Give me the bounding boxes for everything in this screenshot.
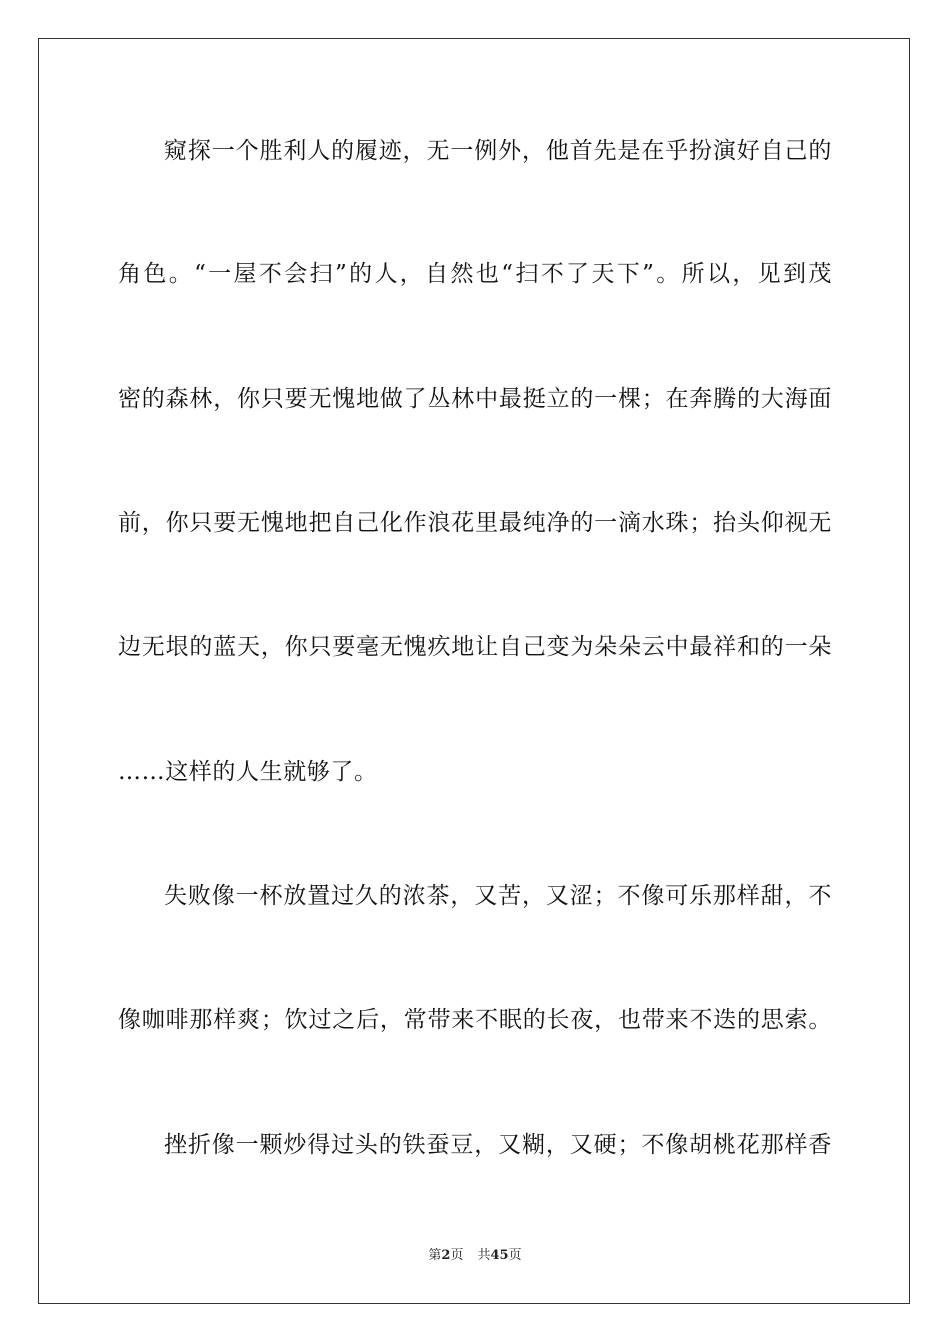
text-line-8: 像咖啡那样爽；饮过之后，常带来不眠的长夜，也带来不迭的思索。 (118, 1007, 832, 1033)
text-line-5: 边无垠的蓝天，你只要毫无愧疚地让自己变为朵朵云中最祥和的一朵 (118, 634, 832, 660)
text-line-6: ……这样的人生就够了。 (118, 759, 378, 785)
text-line-3: 密的森林，你只要无愧地做了丛林中最挺立的一棵；在奔腾的大海面 (118, 386, 832, 412)
total-pages: 45 (490, 1248, 509, 1263)
page-footer (0, 1247, 950, 1265)
total-prefix: 共 (477, 1248, 491, 1263)
page-suffix: 页 (450, 1248, 464, 1263)
text-line-4: 前，你只要无愧地把自己化作浪花里最纯净的一滴水珠；抬头仰视无 (118, 510, 832, 536)
page-prefix: 第 (428, 1248, 442, 1263)
text-line-7: 失败像一杯放置过久的浓茶，又苦，又涩；不像可乐那样甜，不 (164, 883, 832, 909)
text-line-9: 挫折像一颗炒得过头的铁蚕豆，又糊，又硬；不像胡桃花那样香 (164, 1132, 832, 1158)
text-line-1: 窥探一个胜利人的履迹，无一例外，他首先是在乎扮演好自己的 (164, 138, 832, 164)
text-line-2: 角色。“一屋不会扫”的人，自然也“扫不了天下”。所以，见到茂 (118, 261, 832, 287)
page-frame (38, 38, 910, 1304)
page-number: 2 (441, 1248, 451, 1263)
total-suffix: 页 (508, 1248, 522, 1263)
